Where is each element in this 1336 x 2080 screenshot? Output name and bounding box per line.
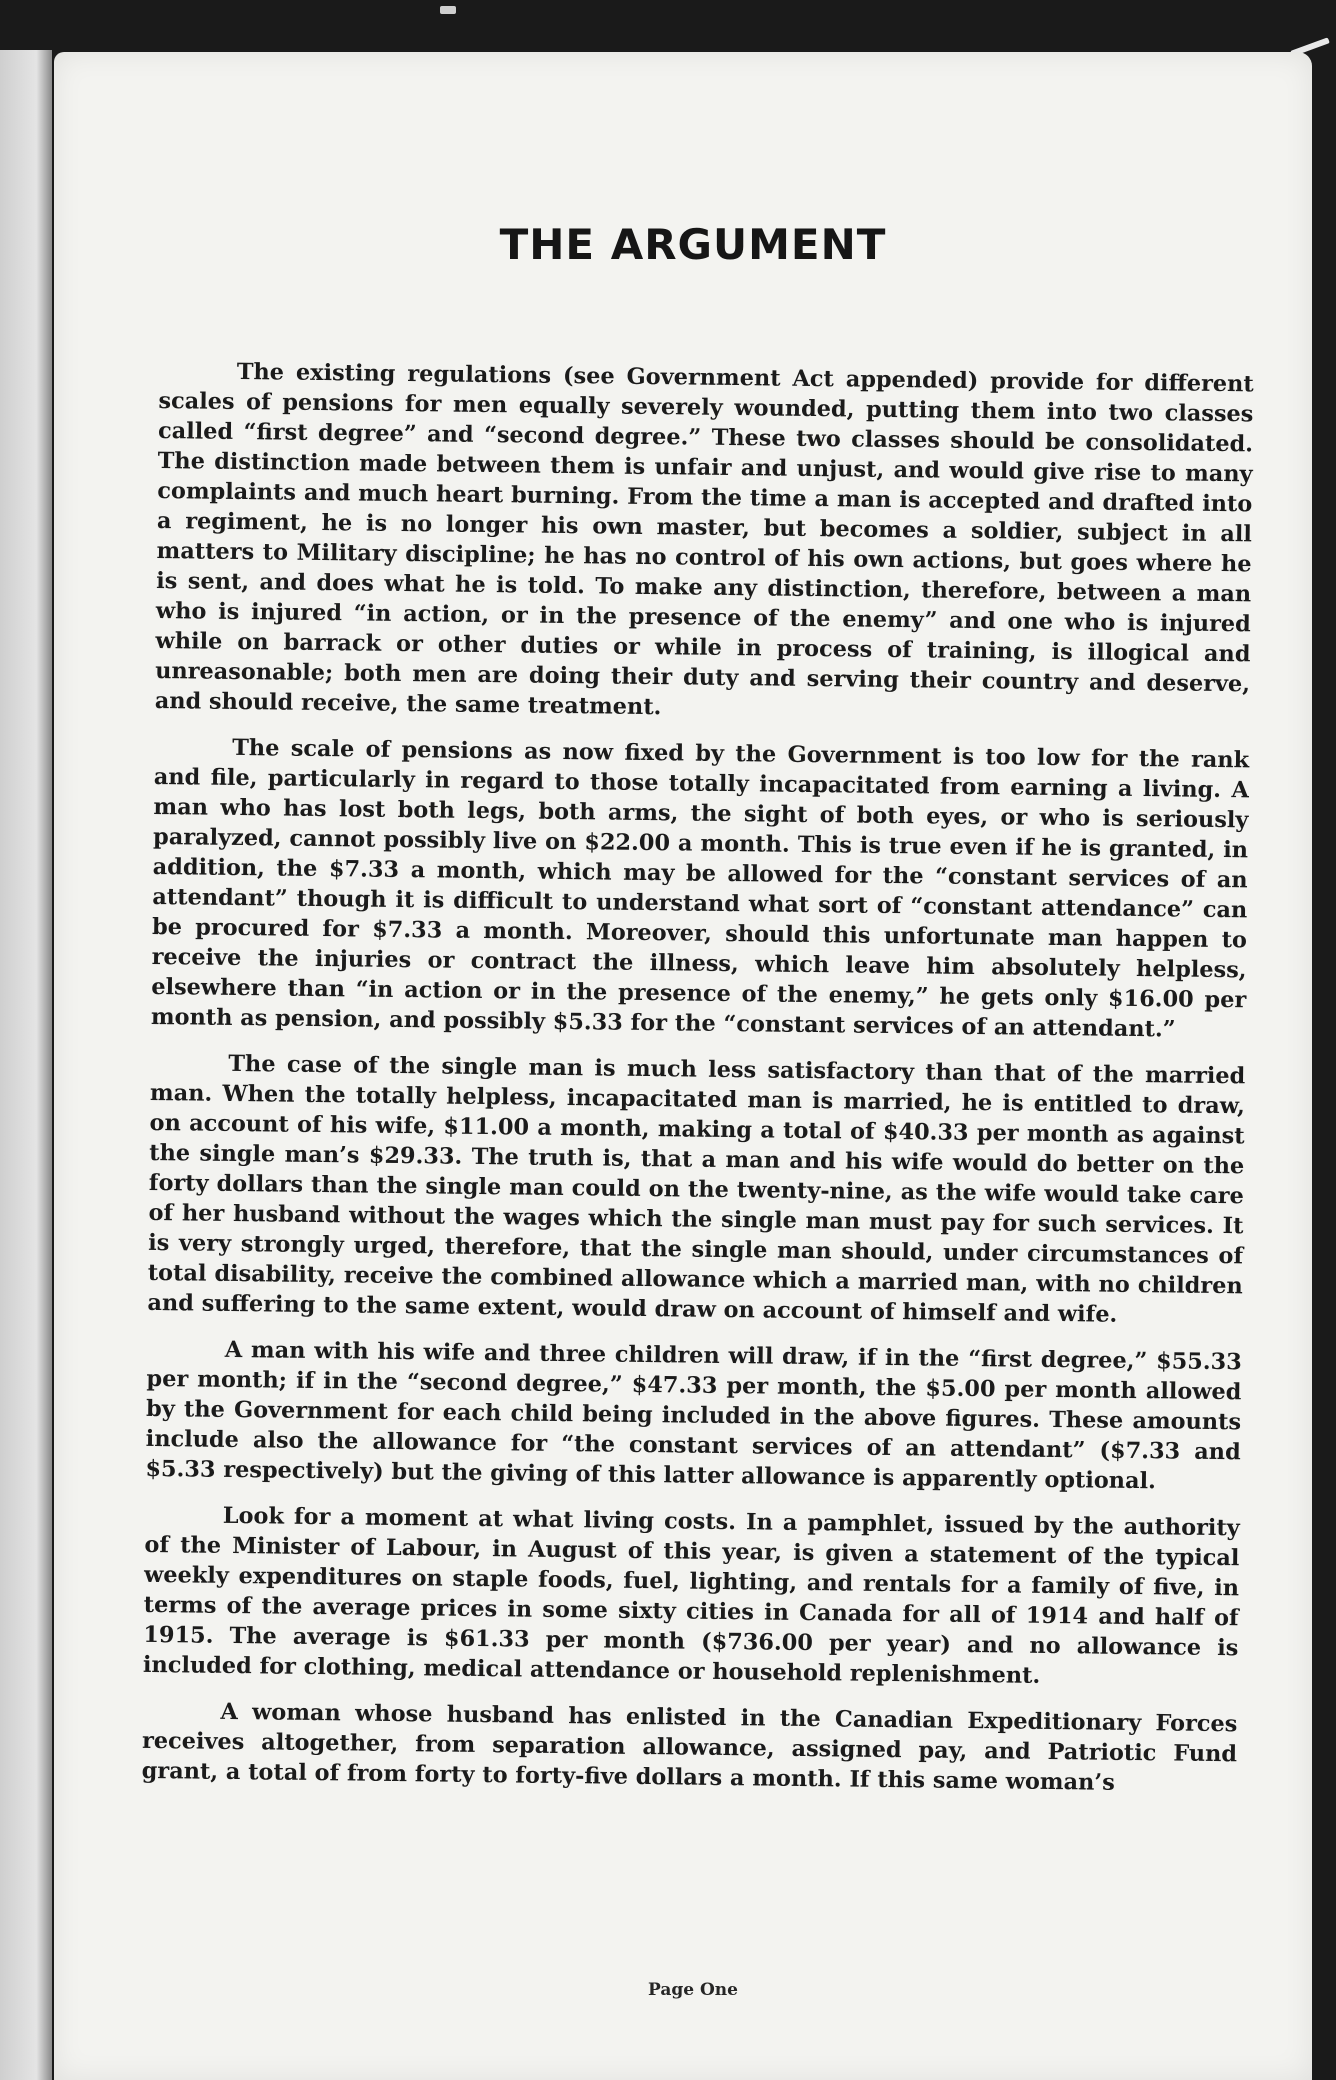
document-page [54,52,1312,2080]
paragraph-2: The scale of pensions as now fixed by the Government is too low for the rank and file, particularly in regard to those totally incapacitated from earning a living. A man who has lost both legs, both arms, the sight of both eyes, or who is seriously paralyzed, cannot possibly live on $22.00 a month. This is true even if he is granted, in addition, the $7.33 a month, which may be allowed for the “constant services of an attendant” though it is difficult to understand what sort of “constant attendance” can be procured for $7.33 a month. Moreover, should this unfortunate man happen to receive the injuries or contract the illness, which leave him absolutely helpless, elsewhere than “in action or in the presence of the enemy,” he gets only $16.00 per month as pension, and possibly $5.33 for the “constant services of an attendant.” [150,734,1250,1043]
page-number: Page One [648,1980,738,2000]
body-text [141,356,1254,1815]
paragraph-3: The case of the single man is much less satisfactory than that of the married man. When the totally helpless, incapacitated man is married, he is entitled to draw, on account of his wife, $11.00 a month, making a total of $40.33 per month as against the single man’s $29.33. The truth is, that a man and his wife would do better on the forty dollars than the single man could on the twenty-nine, as the wife would take care of her husband without the wages which the single man must pay for such services. It is very strongly urged, therefore, that the single man should, under circumstances of total disability, receive the combined allowance which a married man, with no children and suffering to the same extent, would draw on account of himself and wife. [147,1050,1246,1328]
scan-speck [440,6,456,14]
scan-left-edge [0,50,52,2080]
paragraph-6: A woman whose husband has enlisted in the Canadian Expeditionary Forces receives altogether, from separation allowance, assigned pay, and Patriotic Fund grant, a total of from forty to forty-five dollars a month. If this same woman’s [141,1698,1238,1796]
paragraph-4: A man with his wife and three children will draw, if in the “first degree,” $55.33 per month; if in the “second degree,” $47.33 per month, the $5.00 per month allowed by the Government for each child being included in the above figures. These amounts include also the allowance for “the constant services of an attendant” ($7.33 and $5.33 respectively) but the giving of this latter allowance is apparently optional. [145,1336,1242,1495]
paragraph-5: Look for a moment at what living costs. In a pamphlet, issued by the authority of the Minister of Labour, in August of this year, is given a statement of the typical weekly expenditures on staple foods, fuel, lighting, and rentals for a family of five, in terms of the average prices in some sixty cities in Canada for all of 1914 and half of 1915. The average is $61.33 per month ($736.00 per year) and no allowance is included for clothing, medical attendance or household replenishment. [142,1502,1240,1689]
page-title: THE ARGUMENT [499,220,887,269]
paragraph-1: The existing regulations (see Government Act appended) provide for different scales of pensions for men equally severely wounded, putting them into two classes called “first degree” and “second degree.” These two classes should be consolidated. The distinction made between them is unfair and unjust, and would give rise to many complaints and much heart burning. From the time a man is accepted and drafted into a regiment, he is no longer his own master, but becomes a soldier, subject in all matters to Military discipline; he has no control of his own actions, but goes where he is sent, and does what he is told. To make any distinction, therefore, between a man who is injured “in action, or in the presence of the enemy” and one who is injured while on barrack or other duties or while in process of training, is illogical and unreasonable; both men are doing their duty and serving their country and deserve, and should receive, the same treatment. [154,358,1254,721]
